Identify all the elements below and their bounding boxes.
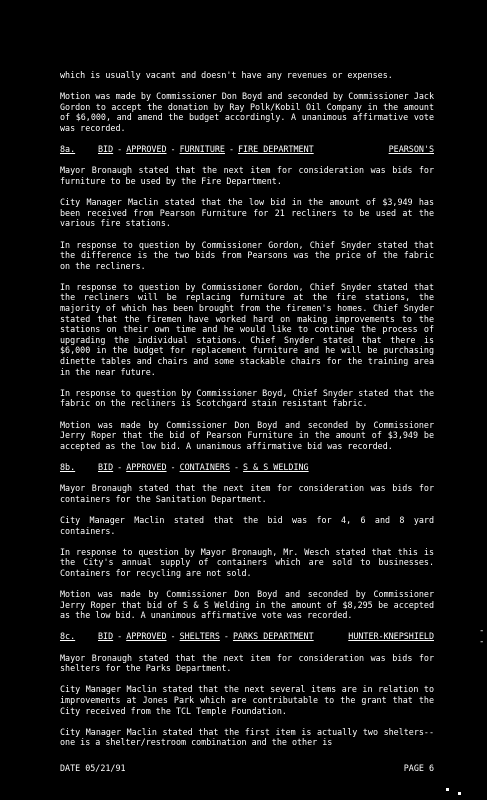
heading-vendor: HUNTER-KNEPSHIELD — [348, 631, 434, 642]
paragraph: City Manager Maclin stated that the low bid in the amount of $3,949 has been received from Pearson Furniture for 21 recliners to be used at the various fire stations. — [60, 197, 434, 229]
paragraph: Motion was made by Commissioner Don Boyd and seconded by Commissioner Jerry Roper that bid of S & S Welding in the amount of $8,295 be accepted as the low bid. A unanimous affirmative vote was recorded. — [60, 589, 434, 621]
heading-part: FIRE DEPARTMENT — [238, 144, 314, 155]
scan-speck — [446, 788, 449, 791]
item-heading-8c — [60, 631, 434, 642]
page-footer — [60, 763, 434, 774]
heading-separator: - — [223, 631, 229, 642]
paragraph: In response to question by Commissioner Gordon, Chief Snyder stated that the difference is the two bids from Pearsons was the price of the fabric on the recliners. — [60, 239, 434, 271]
paragraph: City Manager Maclin stated that the next several items are in relation to improvements at Jones Park which are contributable to the grant that the City received from the TCL Temple Foundation. — [60, 684, 434, 716]
heading-part: APPROVED — [126, 631, 167, 642]
paragraph: which is usually vacant and doesn't have any revenues or expenses. — [60, 70, 393, 80]
paragraph: City Manager Maclin stated that the first item is actually two shelters--one is a shelter/restroom combination and the other is — [60, 726, 434, 748]
heading-part: PARKS DEPARTMENT — [232, 631, 314, 642]
edge-mark: -- — [479, 626, 485, 647]
heading-part: APPROVED — [126, 461, 167, 472]
heading-part: S & S WELDING — [243, 461, 309, 472]
heading-separator: - — [170, 144, 176, 155]
item-heading-8a — [60, 144, 434, 155]
paragraph: Motion was made by Commissioner Don Boyd and seconded by Commissioner Jack Gordon to accept the donation by Ray Polk/Kobil Oil Company in the amount of $6,000, and amend the budget accordingly. A unanimous affirmative vote was recorded. — [60, 91, 434, 133]
heading-vendor: PEARSON'S — [388, 144, 434, 155]
heading-separator: - — [228, 144, 235, 155]
paragraph: In response to question by Commissioner Gordon, Chief Snyder stated that the recliners will be replacing furniture at the fire stations, the majority of which has been brought from the firemen's homes. Chief Snyder stated that the firemen have worked hard on making improvements to the stations on their own time and he would like to continue the process of upgrading the individual stations. Chief Snyder stated that there is $6,000 in the budget for replacement furniture and he will be purchasing dinette tables and chairs and some stackable chairs for the training area in the near future. — [60, 281, 434, 377]
page-number: PAGE 6 — [403, 763, 434, 773]
item-number: 8c. — [60, 631, 76, 642]
heading-separator: - — [117, 144, 123, 155]
paragraph: Mayor Bronaugh stated that the next item for consideration was bids for shelters for the Parks Department. — [60, 652, 434, 674]
paragraph: Mayor Bronaugh stated that the next item for consideration was bids for furniture to be used by the Fire Department. — [60, 165, 434, 186]
document-body — [60, 70, 434, 759]
item-number: 8b. — [60, 461, 76, 472]
footer-date: DATE 05/21/91 — [60, 763, 126, 773]
heading-separator: - — [170, 461, 176, 472]
paragraph: Motion was made by Commissioner Don Boyd and seconded by Commissioner Jerry Roper that the bid of Pearson Furniture in the amount of $3,949 be accepted as the low bid. A unanimous affirmative bid was recorded. — [60, 419, 434, 451]
heading-part: BID — [98, 144, 114, 155]
heading-separator: - — [170, 631, 176, 642]
item-number: 8a. — [60, 144, 76, 155]
paragraph: In response to question by Commissioner Boyd, Chief Snyder stated that the fabric on the recliners is Scotchgard stain resistant fabric. — [60, 387, 434, 409]
scan-speck — [458, 792, 461, 795]
paragraph: In response to question by Mayor Bronaugh, Mr. Wesch stated that this is the City's annual supply of containers which are sold to businesses. Containers for recycling are not sold. — [60, 546, 434, 578]
heading-separator: - — [117, 631, 123, 642]
paragraph: City Manager Maclin stated that the bid was for 4, 6 and 8 yard containers. — [60, 514, 434, 536]
paragraph: Mayor Bronaugh stated that the next item for consideration was bids for containers for the Sanitation Department. — [60, 483, 434, 504]
heading-separator: - — [234, 461, 240, 472]
heading-part: FURNITURE — [179, 144, 225, 155]
heading-part: CONTAINERS — [179, 461, 230, 472]
heading-part: APPROVED — [126, 144, 167, 155]
heading-part: BID — [98, 461, 114, 472]
item-heading-8b — [60, 462, 434, 473]
heading-part: SHELTERS — [179, 631, 220, 642]
heading-separator: - — [117, 461, 123, 472]
heading-part: BID — [98, 631, 114, 642]
